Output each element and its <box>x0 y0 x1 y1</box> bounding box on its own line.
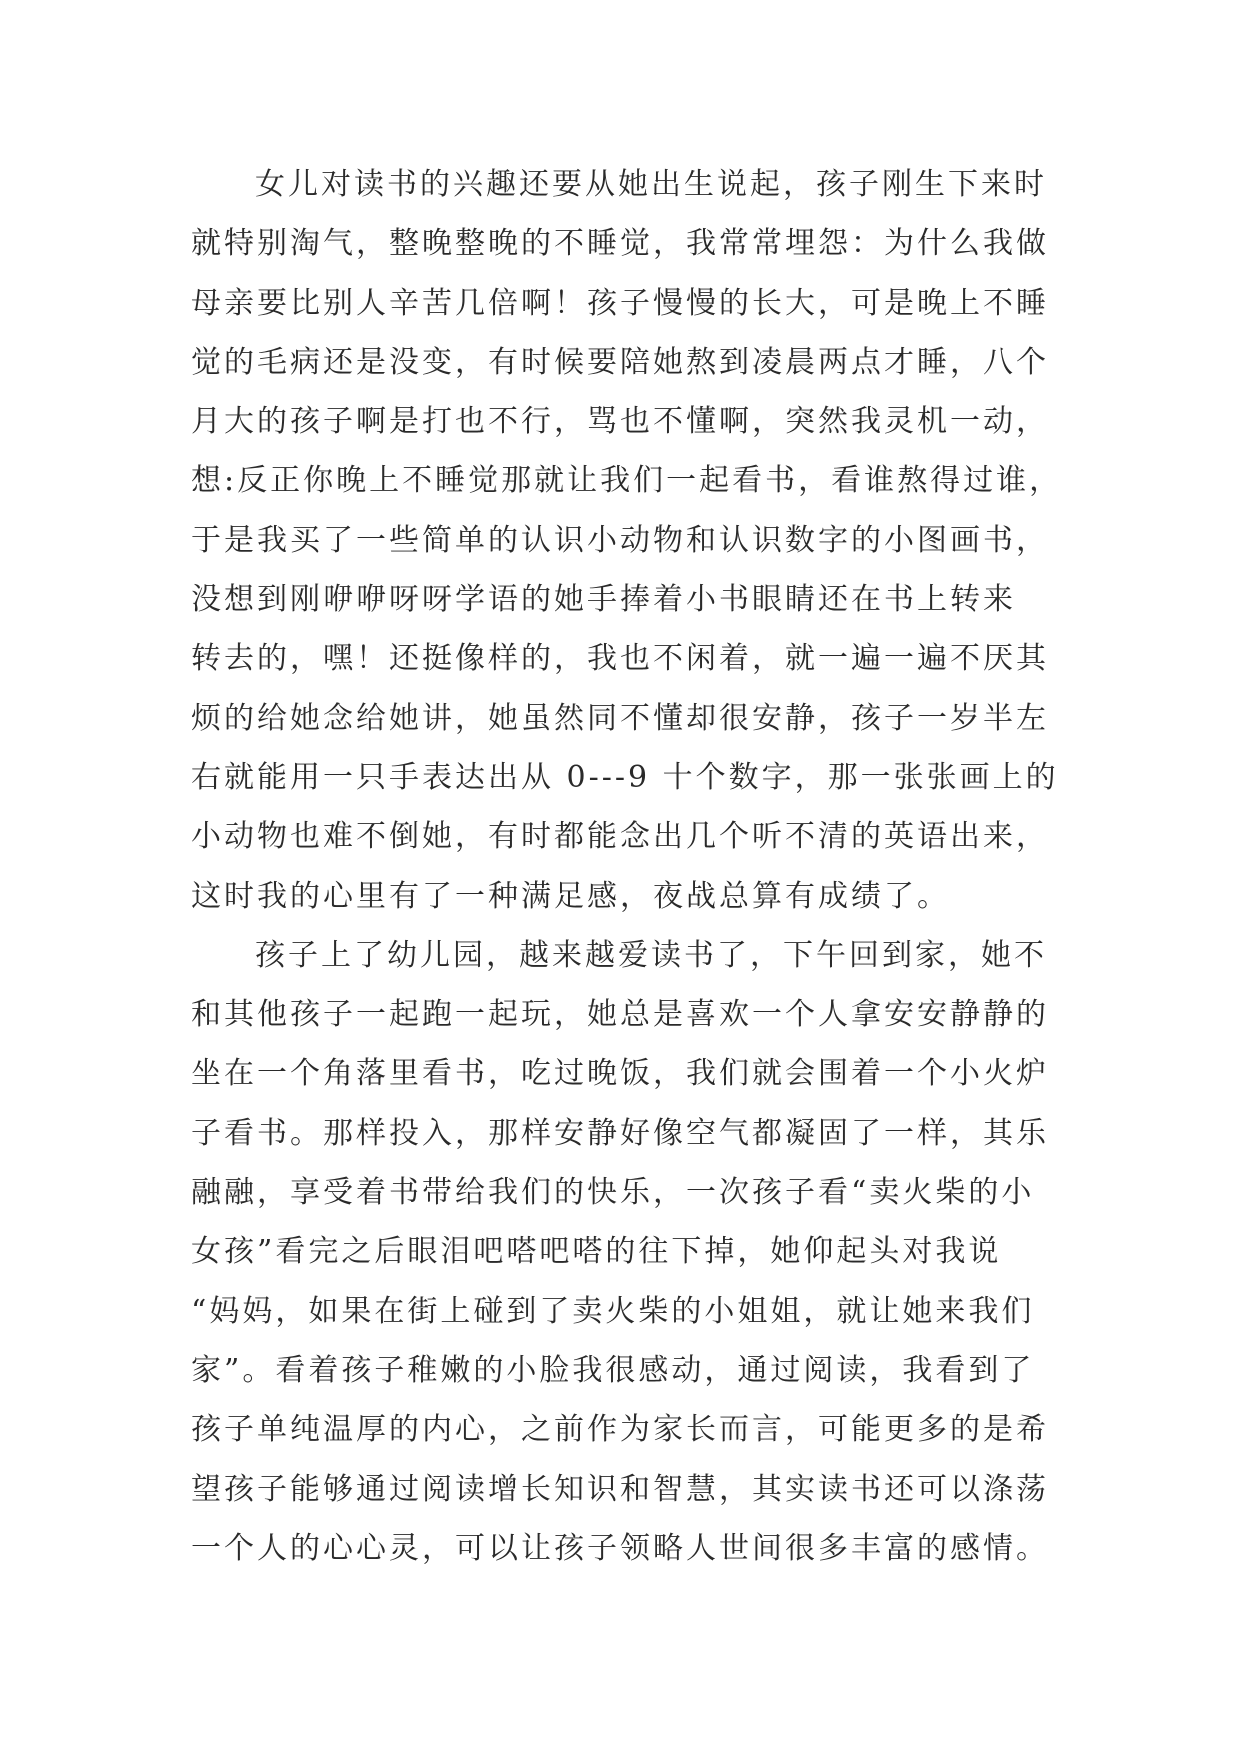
text-line: 小动物也难不倒她，有时都能念出几个听不清的英语出来， <box>191 819 1049 855</box>
text-line: 子看书。那样投入，那样安静好像空气都凝固了一样，其乐 <box>191 1115 1049 1151</box>
text-line: 烦的给她念给她讲，她虽然同不懂却很安静，孩子一岁半左 <box>191 700 1049 736</box>
text-line: 女孩”看完之后眼泪吧嗒吧嗒的往下掉，她仰起头对我说 <box>191 1234 1002 1270</box>
paragraph-1 <box>191 155 1071 926</box>
text-line: 这时我的心里有了一种满足感，夜战总算有成绩了。 <box>191 878 950 914</box>
paragraph-2 <box>191 926 1071 1578</box>
text-line: 想:反正你晚上不睡觉那就让我们一起看书，看谁熬得过谁， <box>191 463 1063 499</box>
text-line: 母亲要比别人辛苦几倍啊！孩子慢慢的长大，可是晚上不睡 <box>191 285 1049 321</box>
text-line: 融融，享受着书带给我们的快乐，一次孩子看“卖火柴的小 <box>191 1175 1035 1211</box>
text-line: 右就能用一只手表达出从 0---9 十个数字，那一张张画上的 <box>191 759 1059 795</box>
text-line: 没想到刚咿咿呀呀学语的她手捧着小书眼睛还在书上转来 <box>191 582 1016 618</box>
text-line: 孩子上了幼儿园，越来越爱读书了，下午回到家，她不 <box>255 937 1047 973</box>
text-line: 就特别淘气，整晚整晚的不睡觉，我常常埋怨：为什么我做 <box>191 226 1049 262</box>
text-line: 一个人的心心灵，可以让孩子领略人世间很多丰富的感情。 <box>191 1530 1049 1566</box>
text-line: 女儿对读书的兴趣还要从她出生说起，孩子刚生下来时 <box>255 167 1047 202</box>
text-line: “妈妈，如果在街上碰到了卖火柴的小姐姐，就让她来我们 <box>191 1293 1035 1329</box>
text-line: 觉的毛病还是没变，有时候要陪她熬到凌晨两点才睡，八个 <box>191 344 1049 380</box>
text-line: 孩子单纯温厚的内心，之前作为家长而言，可能更多的是希 <box>191 1412 1049 1448</box>
text-line: 和其他孩子一起跑一起玩，她总是喜欢一个人拿安安静静的 <box>191 997 1049 1033</box>
text-line: 月大的孩子啊是打也不行，骂也不懂啊，突然我灵机一动， <box>191 404 1049 440</box>
document-body <box>191 155 1071 1578</box>
text-line: 转去的，嘿！还挺像样的，我也不闲着，就一遍一遍不厌其 <box>191 641 1049 677</box>
text-line: 于是我买了一些简单的认识小动物和认识数字的小图画书， <box>191 522 1049 558</box>
text-line: 望孩子能够通过阅读增长知识和智慧，其实读书还可以涤荡 <box>191 1471 1049 1507</box>
text-line: 坐在一个角落里看书，吃过晚饭，我们就会围着一个小火炉 <box>191 1056 1049 1092</box>
text-line: 家”。看着孩子稚嫩的小脸我很感动，通过阅读，我看到了 <box>191 1352 1035 1388</box>
